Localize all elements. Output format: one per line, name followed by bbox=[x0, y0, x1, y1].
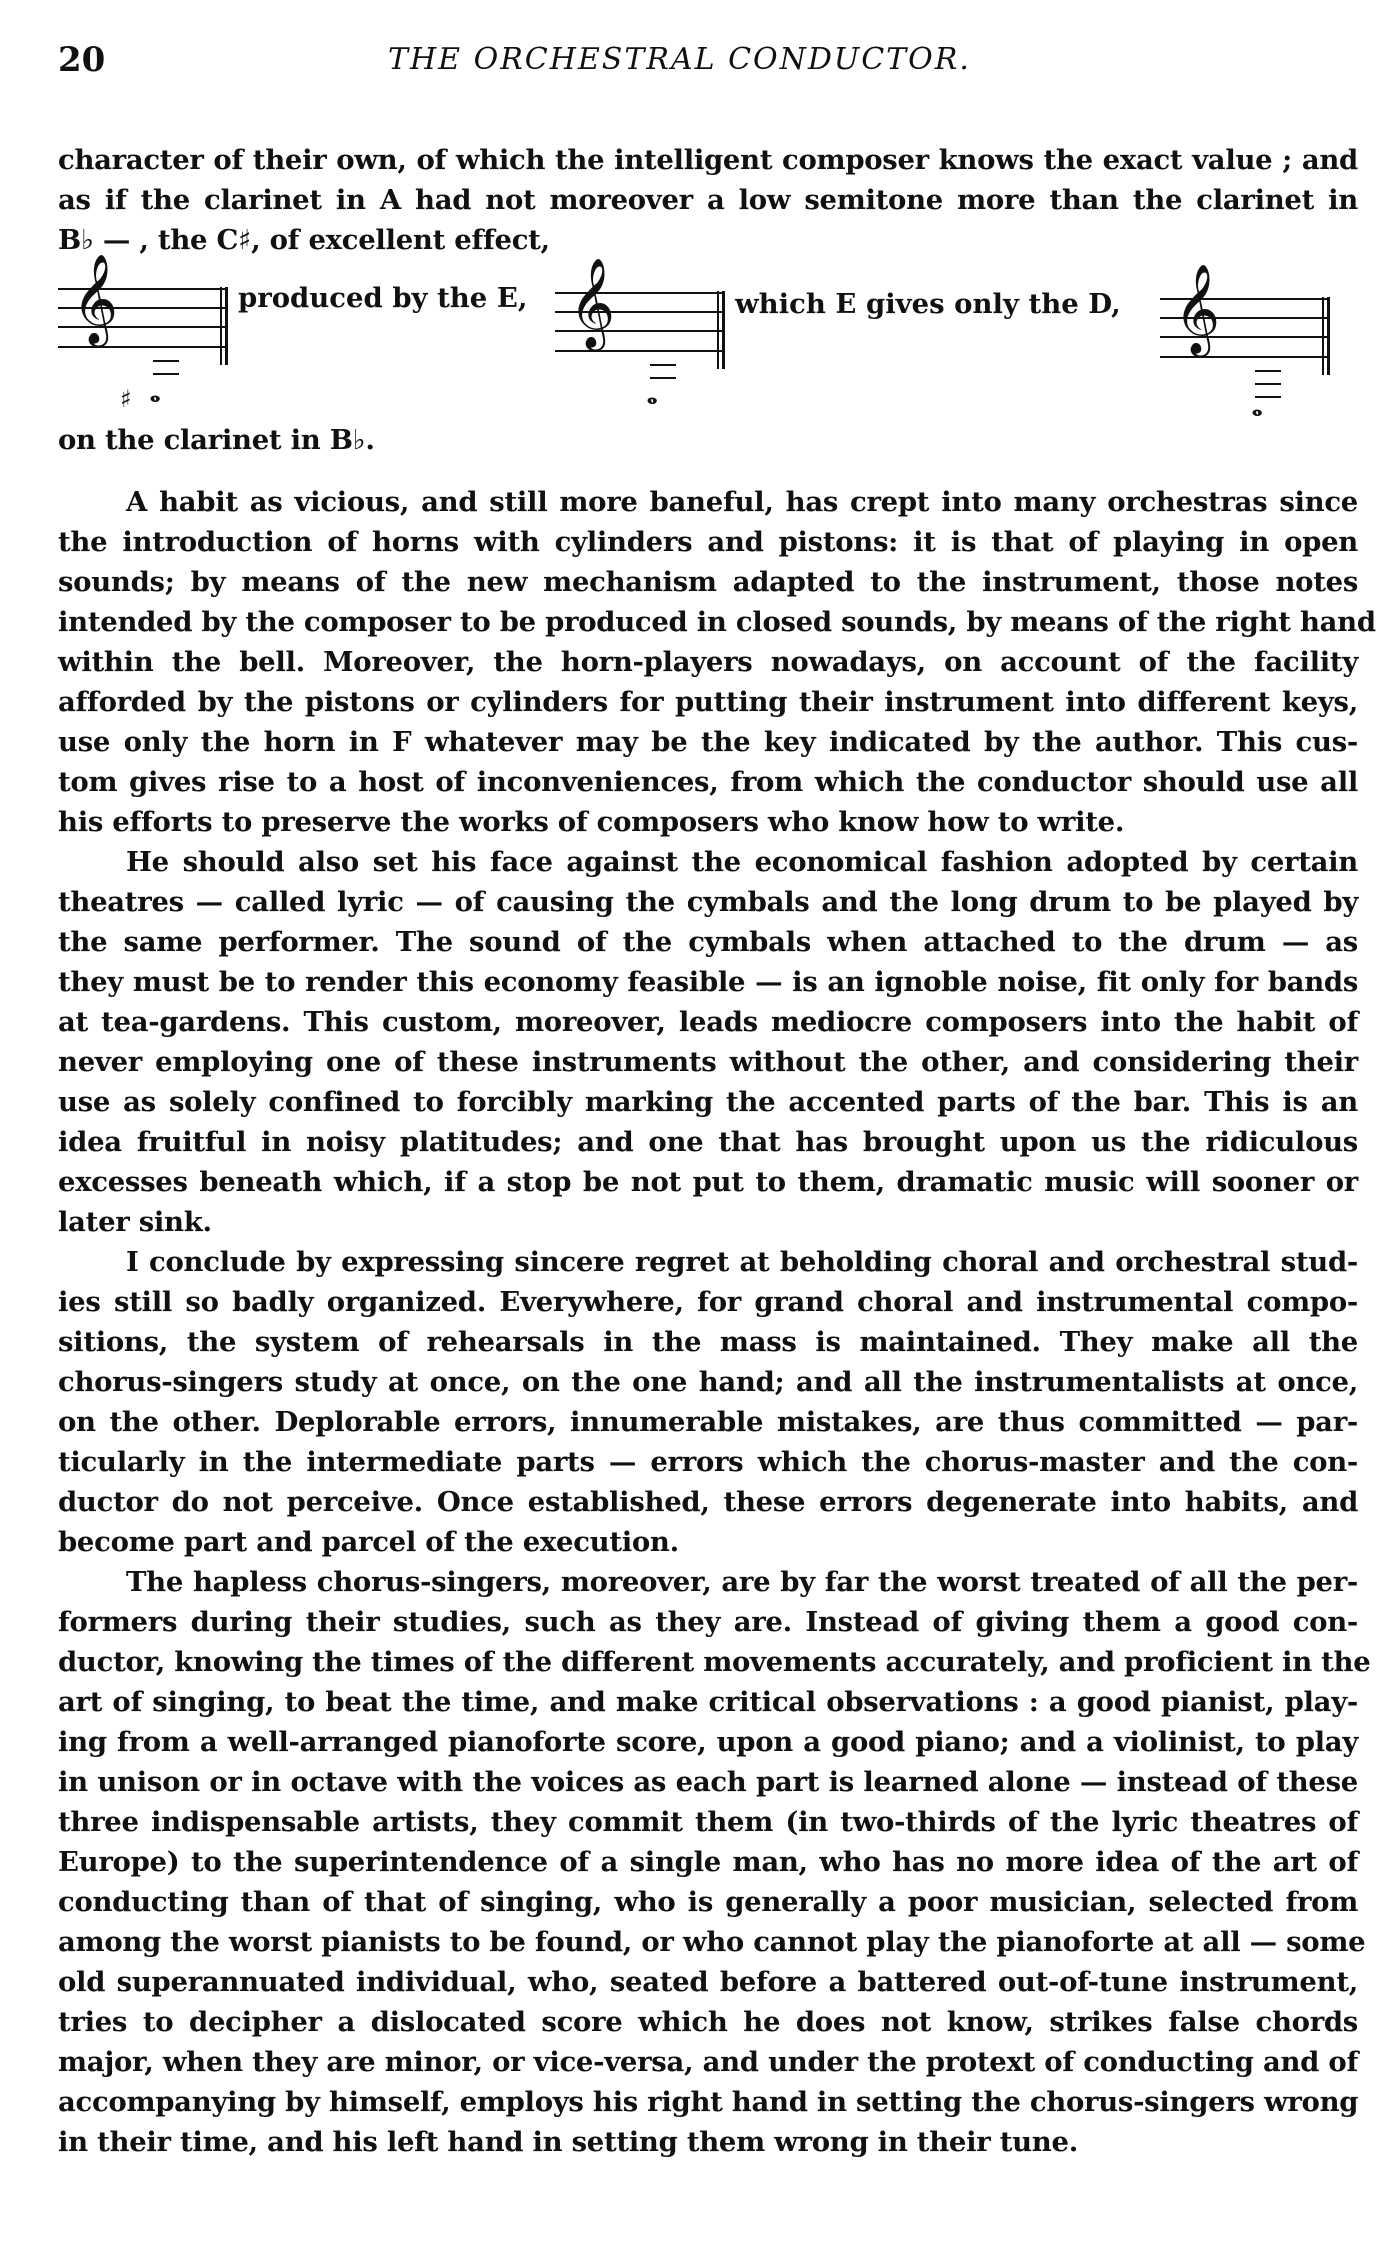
text-line: ing from a well-arranged pianoforte score, upon a good piano; and a violinist, to play bbox=[58, 1726, 1358, 1758]
text-line: art of singing, to beat the time, and make critical observations : a good pianist, play- bbox=[58, 1686, 1358, 1718]
text-line: tries to decipher a dislocated score which he does not know, strikes false chords bbox=[58, 2006, 1358, 2038]
sharp-icon: ♯ bbox=[120, 384, 132, 413]
text-line: accompanying by himself, employs his right hand in setting the chorus-singers wrong bbox=[58, 2086, 1359, 2118]
double-barline bbox=[1322, 297, 1330, 375]
ledger-line bbox=[1255, 383, 1281, 385]
music-caption: which E gives only the D, bbox=[735, 288, 1121, 320]
music-staff-e bbox=[555, 258, 725, 432]
treble-clef-icon: 𝄞 bbox=[569, 258, 616, 348]
page-number: 20 bbox=[58, 40, 106, 80]
text-line: formers during their studies, such as they are. Instead of giving them a good con- bbox=[58, 1606, 1358, 1638]
paragraph bbox=[58, 1562, 1371, 2162]
music-examples bbox=[58, 254, 1358, 422]
text-line: A habit as vicious, and still more baneful, has crept into many orchestras since bbox=[126, 486, 1358, 518]
text-line: within the bell. Moreover, the horn-players nowadays, on account of the facility bbox=[58, 646, 1358, 678]
treble-clef-icon: 𝄞 bbox=[1174, 264, 1221, 354]
ledger-line bbox=[650, 364, 676, 366]
text-line: at tea-gardens. This custom, moreover, leads mediocre composers into the habit of bbox=[58, 1006, 1358, 1038]
text-line: later sink. bbox=[58, 1206, 212, 1238]
page-header bbox=[58, 40, 1356, 90]
text-line: on the clarinet in B♭. bbox=[58, 424, 375, 456]
double-barline bbox=[220, 287, 228, 365]
text-line: as if the clarinet in A had not moreover a low semitone more than the clarinet in bbox=[58, 184, 1358, 216]
text-line: major, when they are minor, or vice-versa, and under the protext of conducting and of bbox=[58, 2046, 1358, 2078]
text-line: theatres — called lyric — of causing the cymbals and the long drum to be played by bbox=[58, 886, 1358, 918]
text-line: in unison or in octave with the voices as each part is learned alone — instead of these bbox=[58, 1766, 1358, 1798]
text-line: old superannuated individual, who, seated before a battered out-of-tune instrument, bbox=[58, 1966, 1358, 1998]
text-line: ticularly in the intermediate parts — errors which the chorus-master and the con- bbox=[58, 1446, 1358, 1478]
ledger-line bbox=[153, 360, 179, 362]
whole-note-icon: 𝅝 bbox=[647, 380, 658, 410]
music-caption: produced by the E, bbox=[238, 282, 528, 314]
text-line: ductor, knowing the times of the different movements accurately, and proficient in the bbox=[58, 1646, 1371, 1678]
text-line: his efforts to preserve the works of composers who know how to write. bbox=[58, 806, 1125, 838]
text-line: among the worst pianists to be found, or who cannot play the pianoforte at all — some bbox=[58, 1926, 1366, 1958]
text-line: use as solely confined to forcibly marking the accented parts of the bar. This is an bbox=[58, 1086, 1358, 1118]
ledger-line bbox=[650, 377, 676, 379]
text-line: sounds; by means of the new mechanism adapted to the instrument, those notes bbox=[58, 566, 1358, 598]
text-line: become part and parcel of the execution. bbox=[58, 1526, 679, 1558]
music-staff-d bbox=[1160, 264, 1330, 438]
text-line: ies still so badly organized. Everywhere, for grand choral and instrumental compo- bbox=[58, 1286, 1358, 1318]
text-line: He should also set his face against the economical fashion adopted by certain bbox=[126, 846, 1358, 878]
paragraph bbox=[58, 482, 1376, 842]
text-line: three indispensable artists, they commit them (in two-thirds of the lyric theatres of bbox=[58, 1806, 1358, 1838]
text-line: they must be to render this economy feasible — is an ignoble noise, fit only for bands bbox=[58, 966, 1358, 998]
music-staff-c-sharp bbox=[58, 254, 228, 428]
text-line: excesses beneath which, if a stop be not put to them, dramatic music will sooner or bbox=[58, 1166, 1358, 1198]
treble-clef-icon: 𝄞 bbox=[72, 254, 119, 344]
text-line: B♭ — , the C♯, of excellent effect, bbox=[58, 224, 550, 256]
text-line: tom gives rise to a host of inconveniences, from which the conductor should use all bbox=[58, 766, 1358, 798]
text-line: intended by the composer to be produced in closed sounds, by means of the right hand bbox=[58, 606, 1376, 638]
text-line: I conclude by expressing sincere regret at beholding choral and orchestral stud- bbox=[126, 1246, 1358, 1278]
text-line: the introduction of horns with cylinders and pistons: it is that of playing in open bbox=[58, 526, 1358, 558]
text-line: The hapless chorus-singers, moreover, are by far the worst treated of all the per- bbox=[126, 1566, 1358, 1598]
text-line: idea fruitful in noisy platitudes; and one that has brought upon us the ridiculous bbox=[58, 1126, 1358, 1158]
text-line: use only the horn in F whatever may be the key indicated by the author. This cus- bbox=[58, 726, 1358, 758]
text-line: conducting than of that of singing, who is generally a poor musician, selected from bbox=[58, 1886, 1358, 1918]
paragraph bbox=[58, 842, 1358, 1242]
paragraph bbox=[58, 1242, 1358, 1562]
text-line: on the other. Deplorable errors, innumerable mistakes, are thus committed — par- bbox=[58, 1406, 1358, 1438]
text-line: ductor do not perceive. Once established, these errors degenerate into habits, and bbox=[58, 1486, 1358, 1518]
text-line: the same performer. The sound of the cymbals when attached to the drum — as bbox=[58, 926, 1358, 958]
page-body bbox=[58, 140, 1376, 2162]
text-line: never employing one of these instruments without the other, and considering their bbox=[58, 1046, 1358, 1078]
text-line: chorus-singers study at once, on the one hand; and all the instrumentalists at once, bbox=[58, 1366, 1358, 1398]
double-barline bbox=[717, 291, 725, 369]
ledger-line bbox=[1255, 370, 1281, 372]
running-title: THE ORCHESTRAL CONDUCTOR. bbox=[388, 42, 971, 77]
ledger-line bbox=[153, 373, 179, 375]
text-line: sitions, the system of rehearsals in the mass is maintained. They make all the bbox=[58, 1326, 1358, 1358]
text-line: character of their own, of which the intelligent composer knows the exact value ; and bbox=[58, 144, 1358, 176]
text-line: Europe) to the superintendence of a single man, who has no more idea of the art of bbox=[58, 1846, 1358, 1878]
whole-note-icon: 𝅝 bbox=[1252, 392, 1263, 422]
text-line: afforded by the pistons or cylinders for putting their instrument into different keys, bbox=[58, 686, 1358, 718]
whole-note-icon: 𝅝 bbox=[150, 378, 161, 408]
text-line: in their time, and his left hand in setting them wrong in their tune. bbox=[58, 2126, 1078, 2158]
